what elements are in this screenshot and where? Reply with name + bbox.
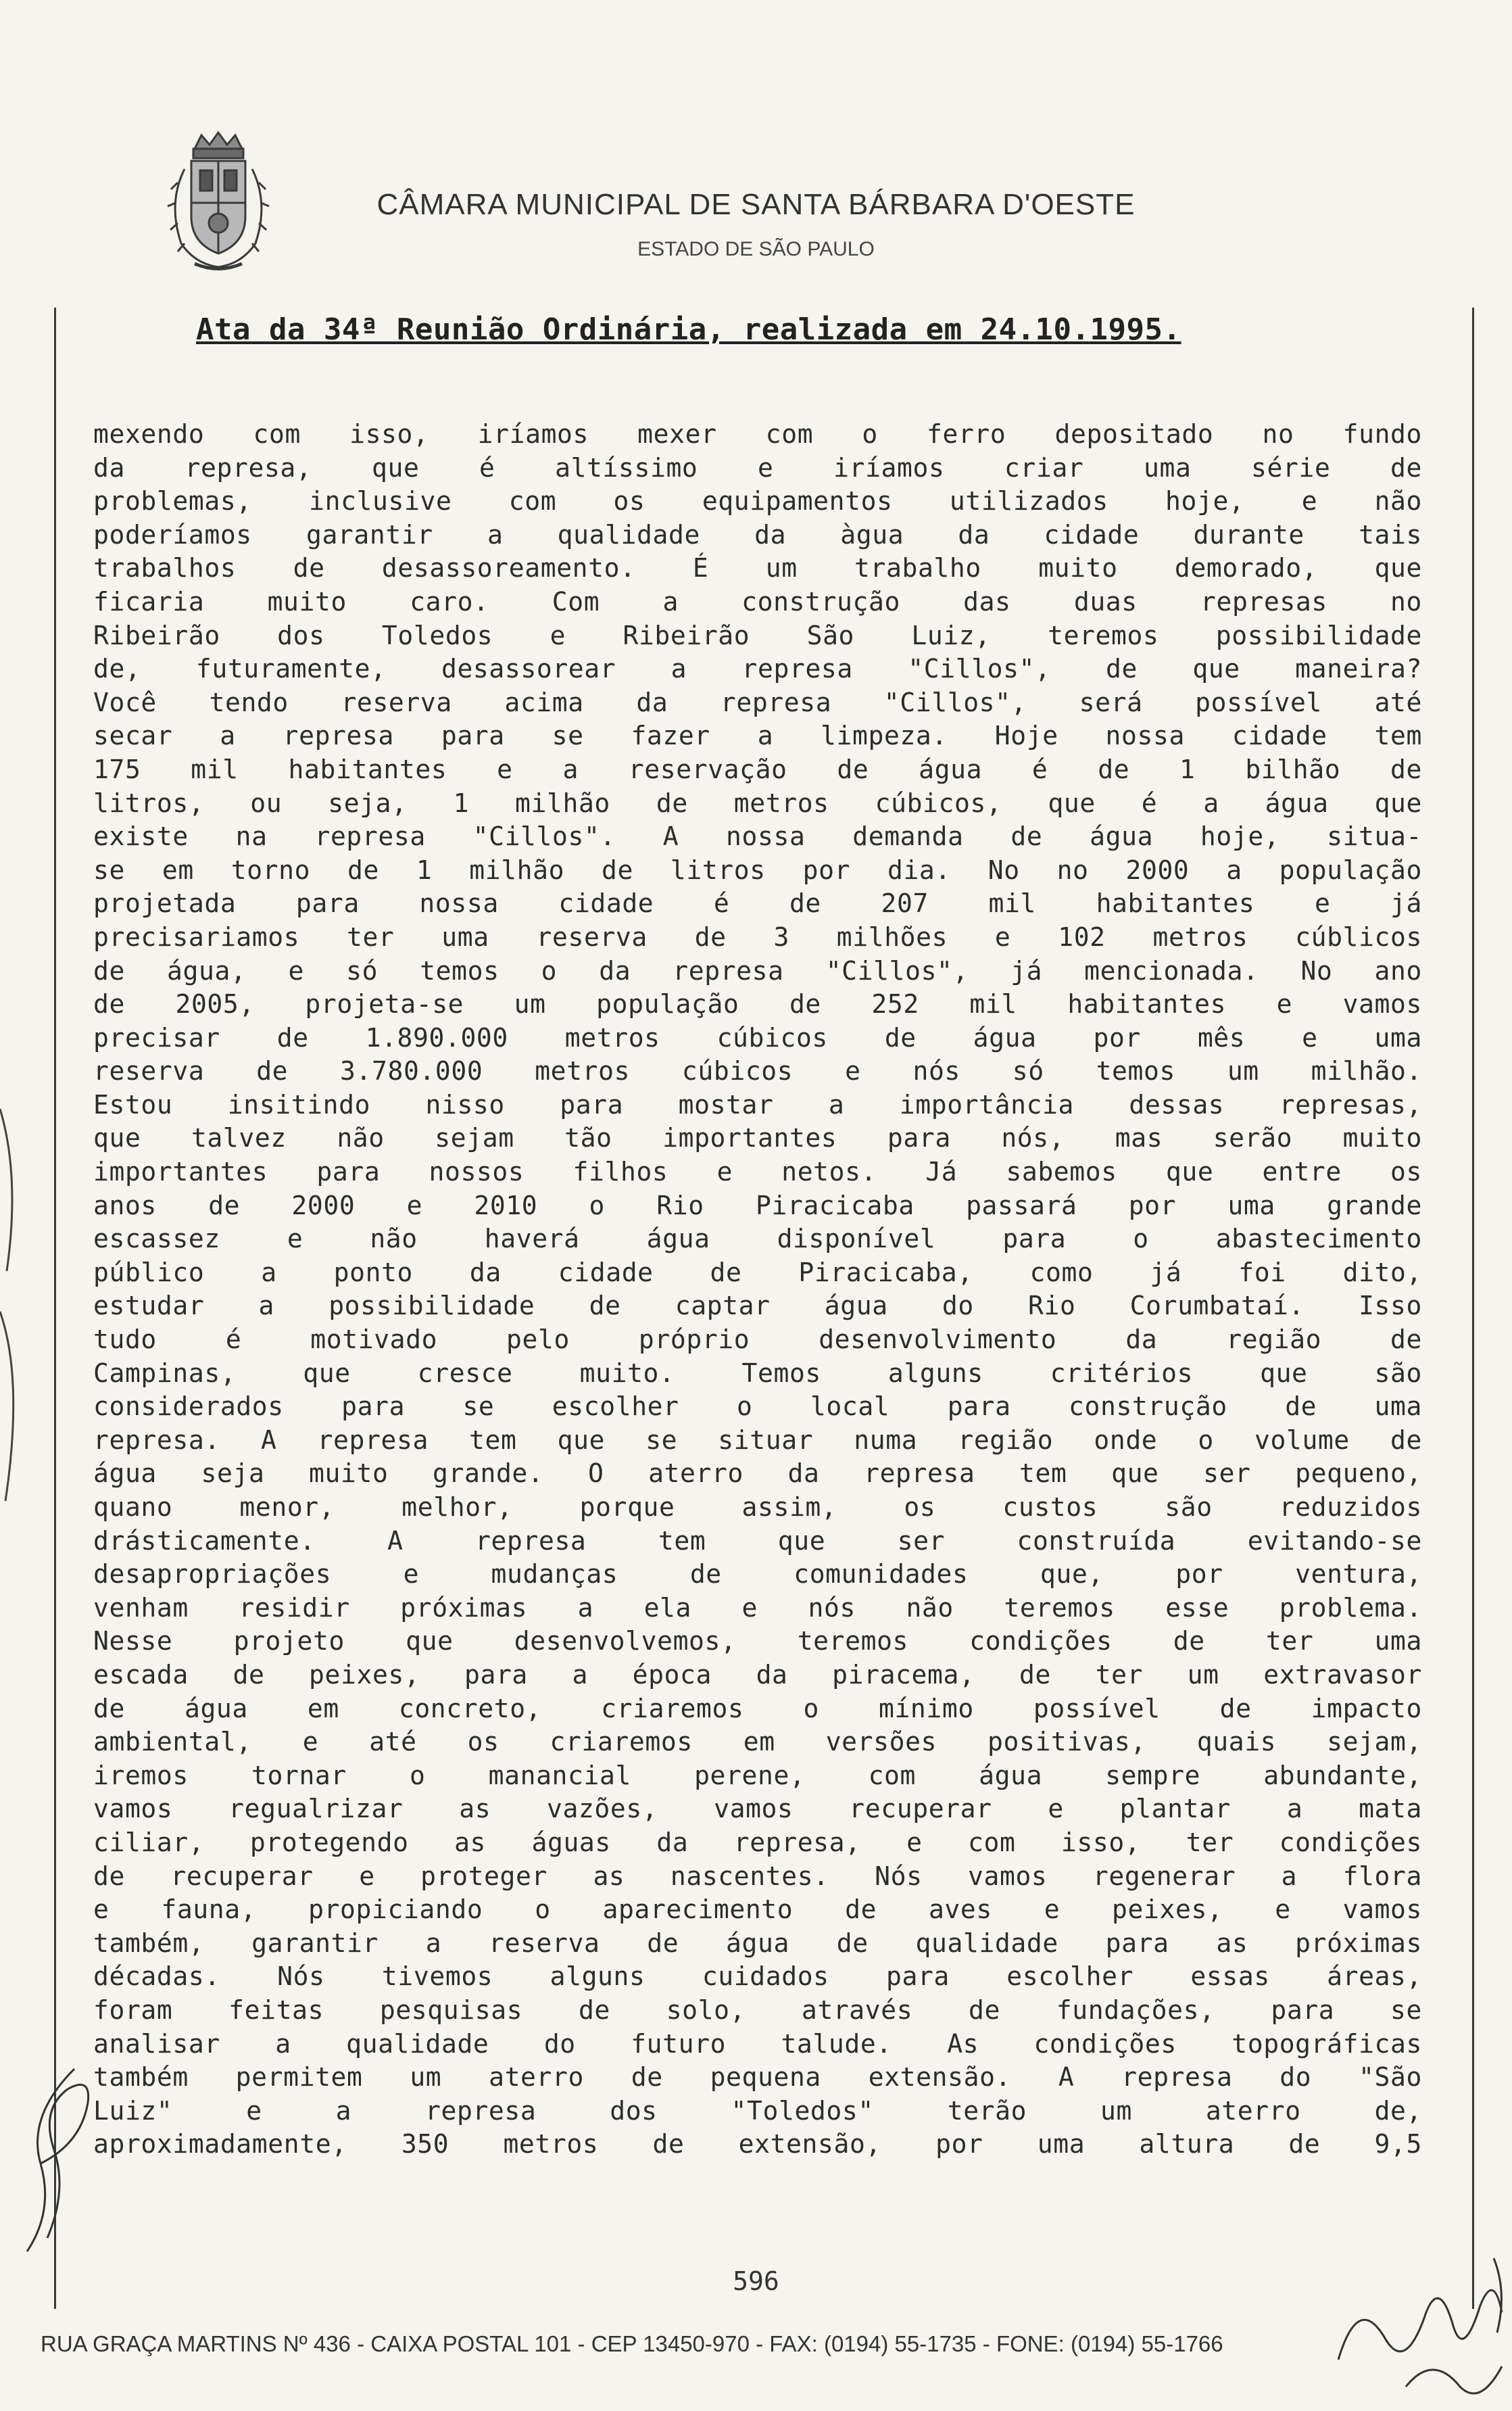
text-line: de 2005, projeta-se um população de 252 mil habitantes e vamos bbox=[93, 989, 1422, 1020]
left-margin-line bbox=[54, 308, 56, 2309]
text-line: desapropriações e mudanças de comunidades que, por ventura, bbox=[93, 1559, 1422, 1590]
text-line: projetada para nossa cidade é de 207 mil habitantes e já bbox=[93, 888, 1422, 919]
text-line: secar a represa para se fazer a limpeza. Hoje nossa cidade tem bbox=[93, 721, 1422, 751]
text-line: estudar a possibilidade de captar água do Rio Corumbataí. Isso bbox=[93, 1291, 1422, 1321]
text-line: importantes para nossos filhos e netos. Já sabemos que entre os bbox=[93, 1157, 1422, 1187]
minutes-title: Ata da 34ª Reunião Ordinária, realizada em 24.10.1995. bbox=[196, 312, 1181, 347]
text-line: Nesse projeto que desenvolvemos, teremos condições de ter uma bbox=[93, 1626, 1422, 1656]
text-line: considerados para se escolher o local para construção de uma bbox=[93, 1391, 1422, 1422]
text-line: venham residir próximas a ela e nós não teremos esse problema. bbox=[93, 1592, 1422, 1623]
text-line: de água, e só temos o da represa "Cillos", já mencionada. No ano bbox=[93, 955, 1422, 986]
text-line: escassez e não haverá água disponível para o abastecimento bbox=[93, 1224, 1422, 1254]
text-line: quano menor, melhor, porque assim, os custos são reduzidos bbox=[93, 1492, 1422, 1522]
text-line: água seja muito grande. O aterro da represa tem que ser pequeno, bbox=[93, 1458, 1422, 1489]
text-line: Ribeirão dos Toledos e Ribeirão São Luiz, teremos possibilidade bbox=[93, 620, 1422, 650]
text-line: escada de peixes, para a época da piracema, de ter um extravasor bbox=[93, 1659, 1422, 1690]
footer-address: RUA GRAÇA MARTINS Nº 436 - CAIXA POSTAL 101 - CEP 13450-970 - FAX: (0194) 55-1735 - FONE: (0194) 55-1766 bbox=[41, 2331, 1223, 2356]
text-line: de, futuramente, desassorear a represa "Cillos", de que maneira? bbox=[93, 654, 1422, 684]
text-line: ciliar, protegendo as águas da represa, e com isso, ter condições bbox=[93, 1827, 1422, 1857]
text-line: da represa, que é altíssimo e iríamos criar uma série de bbox=[93, 452, 1422, 483]
text-line: poderíamos garantir a qualidade da àgua da cidade durante tais bbox=[93, 519, 1422, 550]
text-line: drásticamente. A represa tem que ser construída evitando-se bbox=[93, 1525, 1422, 1556]
text-line: se em torno de 1 milhão de litros por dia. No no 2000 a população bbox=[93, 855, 1422, 885]
text-line: reserva de 3.780.000 metros cúbicos e nós só temos um milhão. bbox=[93, 1056, 1422, 1087]
right-margin-line bbox=[1472, 308, 1474, 2309]
text-line: existe na represa "Cillos". A nossa demanda de água hoje, situa- bbox=[93, 821, 1422, 852]
text-line: analisar a qualidade do futuro talude. As condições topográficas bbox=[93, 2028, 1422, 2059]
text-line: precisariamos ter uma reserva de 3 milhões e 102 metros cúblicos bbox=[93, 922, 1422, 952]
text-line: público a ponto da cidade de Piracicaba, como já foi dito, bbox=[93, 1257, 1422, 1287]
text-line: iremos tornar o manancial perene, com água sempre abundante, bbox=[93, 1760, 1422, 1790]
text-line: foram feitas pesquisas de solo, através de fundações, para se bbox=[93, 1995, 1422, 2025]
text-line: mexendo com isso, iríamos mexer com o ferro depositado no fundo bbox=[93, 419, 1422, 449]
text-line: ambiental, e até os criaremos em versões positivas, quais sejam, bbox=[93, 1727, 1422, 1757]
institution-name: CÂMARA MUNICIPAL DE SANTA BÁRBARA D'OESTE bbox=[376, 188, 1136, 221]
text-line: Luiz" e a represa dos "Toledos" terão um aterro de, bbox=[93, 2095, 1422, 2126]
text-line: 175 mil habitantes e a reservação de água é de 1 bilhão de bbox=[93, 754, 1422, 784]
text-line: também, garantir a reserva de água de qualidade para as próximas bbox=[93, 1928, 1422, 1958]
text-line: Você tendo reserva acima da represa "Cillos", será possível até bbox=[93, 687, 1422, 717]
state-name: ESTADO DE SÃO PAULO bbox=[637, 238, 875, 260]
text-line: e fauna, propiciando o aparecimento de aves e peixes, e vamos bbox=[93, 1894, 1422, 1925]
text-line: problemas, inclusive com os equipamentos utilizados hoje, e não bbox=[93, 486, 1422, 517]
text-line: aproximadamente, 350 metros de extensão, por uma altura de 9,5 bbox=[93, 2129, 1422, 2159]
text-line: de recuperar e proteger as nascentes. Nós vamos regenerar a flora bbox=[93, 1861, 1422, 1891]
page-number: 596 bbox=[733, 2266, 779, 2296]
text-line: anos de 2000 e 2010 o Rio Piracicaba passará por uma grande bbox=[93, 1190, 1422, 1220]
text-line: Campinas, que cresce muito. Temos alguns critérios que são bbox=[93, 1358, 1422, 1388]
text-line: também permitem um aterro de pequena extensão. A represa do "São bbox=[93, 2062, 1422, 2093]
signature-mark-bottom-left bbox=[14, 2062, 101, 2265]
text-line: represa. A represa tem que se situar numa região onde o volume de bbox=[93, 1425, 1422, 1455]
text-line: que talvez não sejam tão importantes para nós, mas serão muito bbox=[93, 1123, 1422, 1153]
text-line: litros, ou seja, 1 milhão de metros cúbicos, que é a água que bbox=[93, 788, 1422, 818]
text-line: ficaria muito caro. Com a construção das duas represas no bbox=[93, 586, 1422, 617]
text-line: de água em concreto, criaremos o mínimo possível de impacto bbox=[93, 1693, 1422, 1723]
text-line: trabalhos de desassoreamento. É um trabalho muito demorado, que bbox=[93, 553, 1422, 583]
text-line: vamos regualrizar as vazões, vamos recuperar e plantar a mata bbox=[93, 1794, 1422, 1824]
minutes-body bbox=[93, 418, 1422, 2162]
text-line: Estou insitindo nisso para mostar a importância dessas represas, bbox=[93, 1089, 1422, 1120]
signature-mark-left bbox=[0, 1095, 41, 1514]
text-line: décadas. Nós tivemos alguns cuidados para escolher essas áreas, bbox=[93, 1961, 1422, 1992]
text-line: tudo é motivado pelo próprio desenvolvimento da região de bbox=[93, 1324, 1422, 1355]
signature-mark-bottom-right bbox=[1325, 2251, 1512, 2411]
text-line: precisar de 1.890.000 metros cúbicos de água por mês e uma bbox=[93, 1022, 1422, 1053]
